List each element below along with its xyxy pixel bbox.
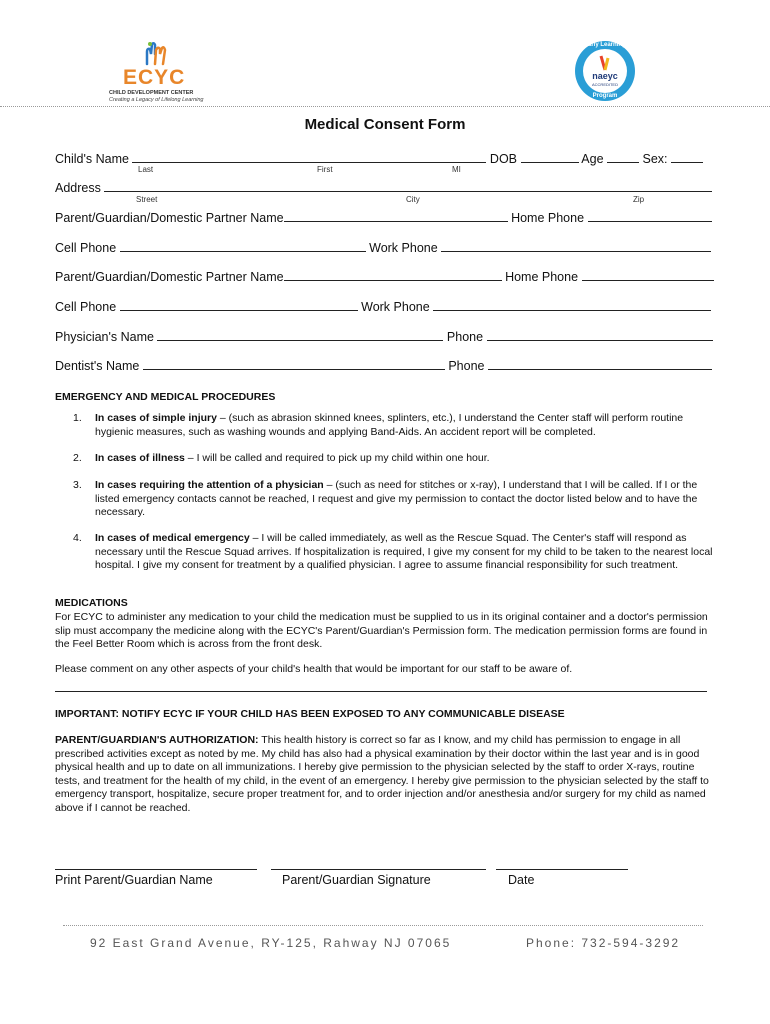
guardian2-field[interactable] (284, 268, 502, 281)
work-phone1-field[interactable] (441, 239, 711, 252)
item4-bold: In cases of medical emergency (95, 532, 250, 544)
item2-text (95, 452, 715, 466)
signature-label: Parent/Guardian Signature (282, 873, 431, 887)
sub-street: Street (136, 195, 158, 204)
cell-phone1-label: Cell Phone (55, 241, 117, 255)
guardian1-label: Parent/Guardian/Domestic Partner Name (55, 211, 284, 225)
medications-heading: MEDICATIONS (55, 597, 128, 609)
date-label: Date (508, 873, 535, 887)
sub-mi: MI (452, 165, 461, 174)
print-name-field[interactable] (55, 869, 257, 870)
item4-num: 4. (73, 532, 82, 544)
cell1-row (55, 239, 711, 255)
age-field[interactable] (607, 150, 639, 163)
dentist-phone-label: Phone (448, 359, 485, 373)
logo-subtitle: CHILD DEVELOPMENT CENTER (109, 90, 194, 96)
guardian1-field[interactable] (284, 209, 508, 222)
dentist-row (55, 357, 712, 373)
comment-field[interactable] (55, 691, 707, 692)
physician-label: Physician's Name (55, 330, 154, 344)
authorization-text (55, 734, 720, 815)
header-divider (0, 106, 770, 107)
item2-bold: In cases of illness (95, 452, 185, 464)
home-phone2-label: Home Phone (505, 270, 579, 284)
logo-tagline: Creating a Legacy of Lifelong Learning (109, 97, 204, 103)
physician-phone-field[interactable] (487, 328, 713, 341)
badge-name: naeyc (592, 71, 618, 81)
footer-address: 92 East Grand Avenue, RY-125, Rahway NJ 07065 (90, 936, 452, 950)
item1-num: 1. (73, 412, 82, 424)
address-field[interactable] (104, 179, 712, 192)
work-phone2-label: Work Phone (361, 300, 430, 314)
naeyc-badge (574, 40, 636, 102)
home-phone2-field[interactable] (582, 268, 714, 281)
cell-phone1-field[interactable] (120, 239, 366, 252)
badge-top: Early Learning (584, 42, 626, 48)
sex-label: Sex: (642, 152, 668, 166)
item4-text (95, 532, 715, 573)
address-row (55, 179, 712, 195)
item1-body: – (such as abrasion skinned knees, splinters, etc.), I understand the Center staff will perform routine hygienic measures, such as washing wounds and applying Band-Aids. An accident report will be completed. (95, 412, 684, 438)
cell2-row (55, 298, 711, 314)
page-title: Medical Consent Form (304, 116, 466, 133)
dentist-phone-field[interactable] (488, 357, 712, 370)
dob-label: DOB (489, 152, 518, 166)
sex-field[interactable] (671, 150, 703, 163)
item4-body: – I will be called immediately, as well as the Rescue Squad. The Center's staff will respond as necessary until the Rescue Squad arrives. If hospitalization is required, I give my consent for my child to be taken to the nearest local hospital. I give my consent for treatment by a qualified physician. I agree to assume financial responsibility for such treatment. (95, 532, 713, 571)
important-notice: IMPORTANT: NOTIFY ECYC IF YOUR CHILD HAS BEEN EXPOSED TO ANY COMMUNICABLE DISEASE (55, 708, 565, 720)
physician-field[interactable] (157, 328, 443, 341)
work-phone2-field[interactable] (433, 298, 711, 311)
sub-zip: Zip (633, 195, 645, 204)
address-label: Address (55, 181, 101, 195)
medications-text: For ECYC to administer any medication to your child the medication must be supplied to us in its original container and a doctor's permission slip must accompany the medicine along with the ECYC's Parent/Guardian's Permission form. The medication permission forms are found in the Feel Better Room which is across from the front desk. (55, 611, 708, 650)
guardian2-row (55, 268, 714, 284)
badge-sub: ACCREDITED (591, 82, 618, 87)
home-phone1-field[interactable] (588, 209, 712, 222)
sub-first: First (317, 165, 333, 174)
childs-name-field[interactable] (132, 150, 486, 163)
dentist-field[interactable] (143, 357, 445, 370)
dob-field[interactable] (521, 150, 579, 163)
childs-name-row (55, 150, 703, 166)
childs-name-label: Child's Name (55, 152, 129, 166)
hands-icon (141, 40, 169, 66)
cell-phone2-field[interactable] (120, 298, 358, 311)
sub-last: Last (138, 165, 154, 174)
comment-prompt: Please comment on any other aspects of your child's health that would be important for our staff to be aware of. (55, 663, 573, 675)
home-phone1-label: Home Phone (511, 211, 585, 225)
emergency-heading: EMERGENCY AND MEDICAL PROCEDURES (55, 391, 276, 403)
footer-divider (63, 925, 703, 926)
item3-body: – (such as need for stitches or x-ray), I understand that I will be called. If I or the listed emergency contacts cannot be reached, I request and give my permission to contact the doctor listed below and to have the necessary. (95, 479, 698, 518)
ecyc-logo (105, 40, 210, 106)
print-name-label: Print Parent/Guardian Name (55, 873, 213, 887)
item3-num: 3. (73, 479, 82, 491)
physician-phone-label: Phone (446, 330, 484, 344)
guardian1-row (55, 209, 712, 225)
authorization-label: PARENT/GUARDIAN'S AUTHORIZATION: (55, 734, 259, 746)
authorization-body: This health history is correct so far as I know, and my child has permission to engage in all prescribed activities except as noted by me. My child has also had a physical examination by their doctor within the last year and is in good physical health and up to date on all immunizations. I hereby give permission to the physician selected by the staff to order X-rays, routine tests, and treatment for the health of my child, in the event of an emergency. I hereby give permission to the physician selected by the staff to emergency transport, hospitalize, secure proper treatment for, and to order injection and/or anesthesia and/or surgery for my child as named above if I cannot be reached. (55, 734, 709, 814)
badge-bottom: Program (592, 93, 618, 99)
dentist-label: Dentist's Name (55, 359, 140, 373)
logo-brand: ECYC (123, 66, 186, 89)
sub-city: City (406, 195, 420, 204)
item1-text (95, 412, 715, 439)
work-phone1-label: Work Phone (369, 241, 438, 255)
signature-field[interactable] (271, 869, 486, 870)
item1-bold: In cases of simple injury (95, 412, 217, 424)
item2-num: 2. (73, 452, 82, 464)
item3-bold: In cases requiring the attention of a physician (95, 479, 324, 491)
physician-row (55, 328, 713, 344)
age-label: Age (581, 152, 604, 166)
footer-phone: Phone: 732-594-3292 (526, 936, 681, 950)
cell-phone2-label: Cell Phone (55, 300, 117, 314)
guardian2-label: Parent/Guardian/Domestic Partner Name (55, 270, 284, 284)
date-field[interactable] (496, 869, 628, 870)
item3-text (95, 479, 715, 520)
item2-body: – I will be called and required to pick up my child within one hour. (184, 452, 490, 464)
